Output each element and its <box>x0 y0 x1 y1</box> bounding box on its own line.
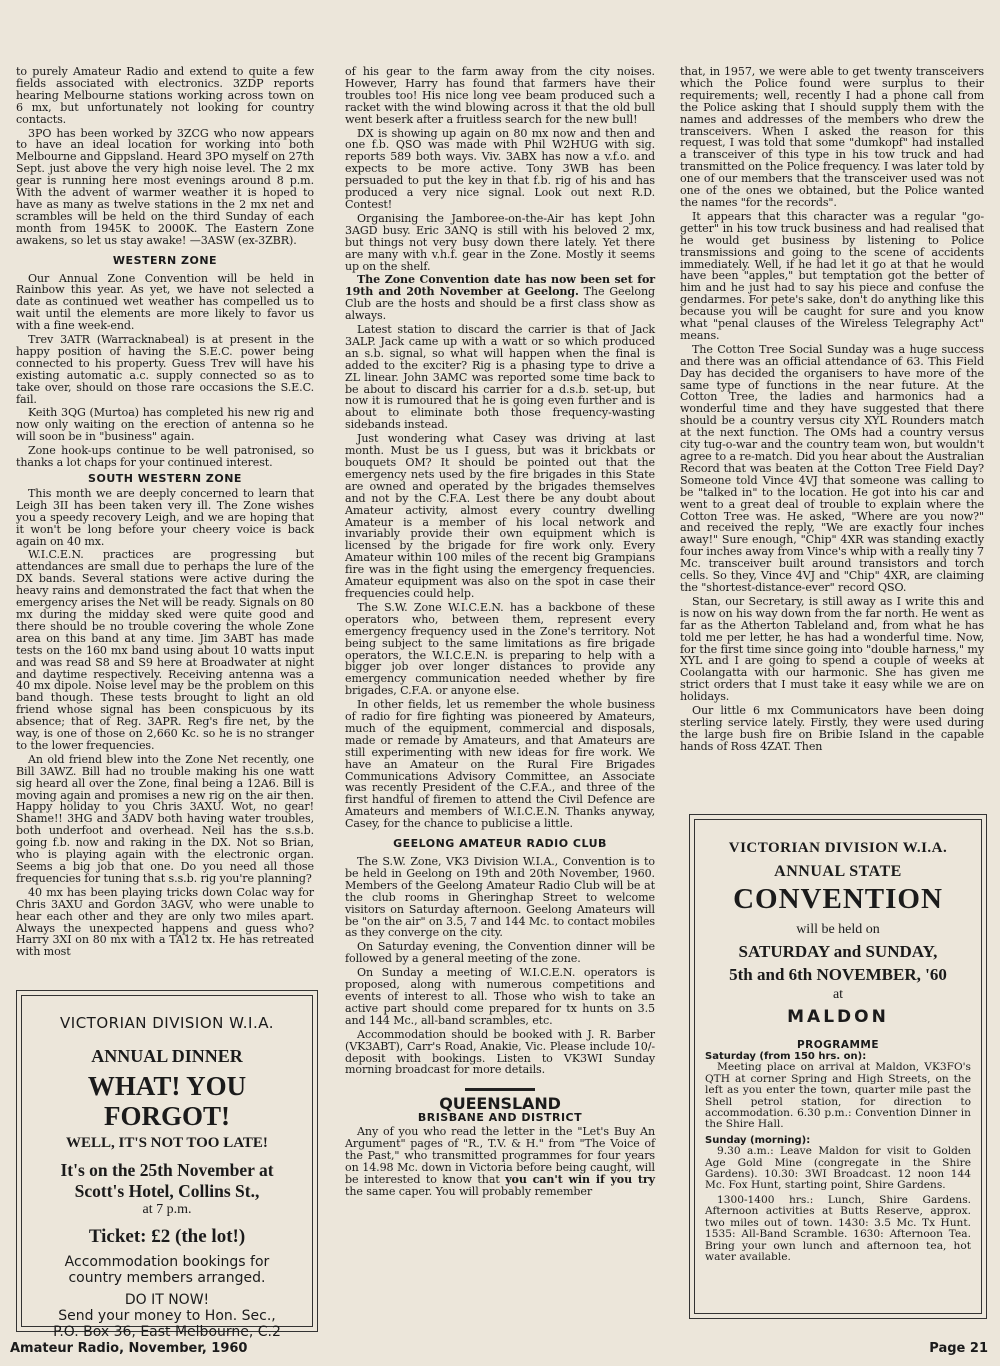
paragraph: 3PO has been worked by 3ZCG who now appears to have an ideal location for working into both Melbourne and Gippsland. Heard 3PO myself on 27th Sept. just above the very high noise level. The 2 mx gear is running here most evenings around 8 p.m. With the advent of warmer weather it is hoped to have as many as twelve stations in the 2 mx net and scrambles will be held on the third Sunday of each month from 1945K to 2000K. The Eastern Zone awakens, so let us stay awake! —3ASW (ex-3ZBR). <box>16 126 314 247</box>
sunday-heading: Sunday (morning): <box>705 1134 811 1146</box>
paragraph: This month we are deeply concerned to learn that Leigh 3II has been taken very ill. The Zone wishes you a speedy recovery Leigh, and we are hoping that it won't be long before your cheery voice is back again on 40 mx. <box>16 486 314 548</box>
paragraph: Our little 6 mx Communicators have been doing sterling service lately. Firstly, they were used during the large bush fire on Bribie Island in the capable hands of Ross 4ZAT. Then <box>680 704 984 753</box>
paragraph: The S.W. Zone, VK3 Division W.I.A., Convention is to be held in Geelong on 19th and 20th November, 1960. Members of the Geelong Amateur Radio Club will be at the club rooms in Gheringhap Street to welcome visitors on Saturday afternoon. Geelong Amateurs will be "on the air" on 3.5, 7 and 144 Mc. to contact mobiles as they converge on the city. <box>345 855 655 940</box>
advert-inner-border <box>21 995 313 1340</box>
paragraph: Trev 3ATR (Warracknabeal) is at present in the happy position of having the S.E.C. power being connected to his property. Guess Trev will have his existing automatic a.c. supply connected so as to take over, should on those rare occasions the S.E.C. fail. <box>16 333 314 406</box>
column-1 <box>16 66 314 960</box>
paragraph: The S.W. Zone W.I.C.E.N. has a backbone of these operators who, between them, represent every emergency frequency used in the Zone's territory. Not being subject to the same limitations as fire brigade operators, the W.I.C.E.N. is preparing to help with a bigger job over longer distances to provide any emergency communication needed whether by fire brigades, C.F.A. or anyone else. <box>345 600 655 698</box>
column-3 <box>680 66 984 755</box>
section-divider <box>345 1082 655 1094</box>
footer-page-number: Page 21 <box>929 1341 988 1356</box>
convention-days: SATURDAY and SUNDAY, <box>738 942 938 961</box>
convention-title: CONVENTION <box>733 883 943 915</box>
sunday-text: 9.30 a.m.: Leave Maldon for visit to Golden Age Gold Mine (congregate in the Shire Gardens). 10.30: 3WI Broadcast. 12 noon 144 Mc. Fox Hunt, starting point, Shire Gardens. <box>705 1145 971 1192</box>
convention-annual-state: ANNUAL STATE <box>774 863 902 880</box>
paragraph: Latest station to discard the carrier is that of Jack 3ALP. Jack came up with a watt or so which produced an s.b. signal, so what will happen when the final is added to the exciter? Rig is a phasing type to drive a ZL linear. John 3AMC was reported some time back to be about to discard his carrier for a d.s.b. set-up, but now it is rumoured that he is going even further and is about to eliminate both those frequency-wasting sidebands instead. <box>345 323 655 432</box>
paragraph <box>345 1126 655 1197</box>
paragraph-text: Any of you who read the letter in the "Let's Buy An Argument" pages of "R., T.V. & H." from "The Voice of the Past," who transmitted programmes for four years on 14.98 Mc. down in Victoria before being caught, will be interested to know that <box>345 1125 655 1186</box>
footer-publication: Amateur Radio, November, 1960 <box>10 1341 248 1356</box>
paragraph: Stan, our Secretary, is still away as I write this and is now on his way down from the far north. He went as far as the Atherton Tableland and, from what he has told me per letter, he has had a wonderful time. Now, for the first time since going into "double harness," my XYL and I are going to spend a couple of weeks at Coolangatta with our harmonic. She has given me strict orders that I must take it easy while we are on holidays. <box>680 594 984 704</box>
section-heading-western-zone: WESTERN ZONE <box>112 253 218 267</box>
convention-held-on: will be held on <box>796 922 880 937</box>
paragraph: On Saturday evening, the Convention dinner will be followed by a general meeting of the zone. <box>345 940 655 966</box>
paragraph-text: the same caper. You will probably remember <box>345 1184 593 1198</box>
paragraph: Zone hook-ups continue to be well patronised, so thanks a lot chaps for your continued interest. <box>16 444 314 470</box>
column-2 <box>345 66 655 1199</box>
paragraph <box>345 274 655 322</box>
afternoon-text: 1300-1400 hrs.: Lunch, Shire Gardens. Afternoon activities at Butts Reserve, approx. two miles out of town. 1430: 3.5 Mc. Tx Hunt. 1535: All-Band Scramble. 1630: Afternoon Tea. Bring your own lunch and afternoon tea, hot water available. <box>705 1193 971 1263</box>
paragraph: Accommodation should be booked with J. R. Barber (VK3ABT), Carr's Road, Anakie, Vic. Please include 10/- deposit with bookings. Listen to VK3WI Sunday morning broadcast for more details. <box>345 1027 655 1077</box>
convention-date-notice: The Zone Convention date has now been set for 19th and 20th November at Geelong. <box>345 273 655 299</box>
saturday-text: Meeting place on arrival at Maldon, VK3FO's QTH at corner Spring and High Streets, on the left as you enter the town, quarter mile past the Shell petrol station, for direction to accommodation. 6.30 p.m.: Convention Dinner in the Shire Hall. <box>705 1061 971 1131</box>
paragraph: Organising the Jamboree-on-the-Air has kept John 3AGD busy. Eric 3ANQ is still with his beloved 2 mx, but things not very busy down there lately. Yet there are many with v.h.f. gear in the Zone. Mostly it seems up on the shelf. <box>345 211 655 273</box>
dinner-accommodation-2: country members arranged. <box>68 1270 266 1286</box>
paragraph: The Cotton Tree Social Sunday was a huge success and there was an official attendance of 63. This Field Day has decided the organisers to have more of the same type of functions in the near future. At the Cotton Tree, the ladies and harmonics had a wonderful time and they have suggested that there should be a country versus city XYL Rounders match at the next function. The OMs had a country versus city tug-o-war and the country team won, but wouldn't agree to a re-match. Did you hear about the Australian Record that was beaten at the Cotton Tree Field Day? Someone told Vince 4VJ that someone was calling to be "talked in" to the location. He got into his car and went to a great deal of trouble to explain where the Cotton Tree was. He asked, "Where are you now?" and received the reply, "We are exactly four inches away!" Sure enough, "Chip" 4XR was standing exactly four inches away from Vince's whip with a really tiny 7 Mc. transceiver built around transistors and torch cells. So they, Vince 4VJ and "Chip" 4XR, are claiming the "shortest-distance-ever" record QSO. <box>680 342 984 594</box>
paragraph: to purely Amateur Radio and extend to quite a few fields associated with electronics. 3ZDP reports hearing Melbourne stations working across town on 6 mx, but unfortunately not looking for country contacts. <box>16 65 314 126</box>
dinner-headline: WHAT! YOU FORGOT! <box>87 1071 247 1131</box>
dinner-date: It's on the 25th November at <box>60 1160 274 1180</box>
paragraph: An old friend blew into the Zone Net recently, one Bill 3AWZ. Bill had no trouble making his one watt sig heard all over the Zone, final being a 12A6. Bill is moving again and promises a new rig on the air then. Happy holiday to you Chris 3AXU. Wot, no gear! Shame!! 3HG and 3ADV both having water troubles, both underfoot and overhead. Neil has the s.s.b. going f.b. now and raking in the DX. Not so Brian, who is playing again with the electronic organ. Seems a big job that one. Do you need all those frequencies for tuning that s.s.b. rig you're planning? <box>16 752 314 885</box>
paragraph: Keith 3QG (Murtoa) has completed his new rig and now only waiting on the erection of antenna so he will soon be in "business" again. <box>16 406 314 444</box>
paragraph: W.I.C.E.N. practices are progressing but attendances are small due to perhaps the lure of the DX bands. Several stations were active during the heavy rains and demonstrated the fact that when the emergency arises the Net will be ready. Signals on 80 mx during the midday sked were quite good and there should be no trouble covering the whole Zone area on this band at any time. Jim 3ABT has made tests on the 160 mx band using about 10 watts input and was read S8 and S9 here at Broadwater at night and daytime respectively. Receiving antenna was a 40 mx dipole. Noise level may be the problem on this band though. These tests brought to light an old friend whose signal has been conspicuous by its absence; that of Reg. 3APR. Reg's fire net, by the way, is one of those on 2,660 Kc. so he is no stranger to the lower frequencies. <box>16 548 314 752</box>
annual-dinner-advert <box>16 990 318 1340</box>
convention-dates: 5th and 6th NOVEMBER, '60 <box>729 965 947 984</box>
state-convention-advert <box>689 814 987 1319</box>
convention-at: at <box>832 987 844 1002</box>
advert-inner-border <box>694 819 982 1314</box>
dinner-accommodation: Accommodation bookings for <box>64 1254 270 1270</box>
section-heading-brisbane: BRISBANE AND DISTRICT <box>417 1111 583 1125</box>
paragraph: DX is showing up again on 80 mx now and then and one f.b. QSO was made with Phil W2HUG with sig. reports 589 both ways. Viv. 3ABX has now a v.f.o. and expects to be more active. Tony 3WB has been persuaded to put the key in that f.b. rig of his and has produced a very nice signal. Look out next R.D. Contest! <box>345 126 655 211</box>
paragraph: 40 mx has been playing tricks down Colac way for Chris 3AXU and Gordon 3AGV, who were unable to hear each other and they are only two miles apart. Always the unexpected happens and guess who? Harry 3XI on 80 mx with a TA12 tx. He has retreated with most <box>16 885 314 959</box>
programme-details <box>695 1051 981 1263</box>
saturday-heading: Saturday (from 150 hrs. on): <box>705 1051 867 1062</box>
convention-division: VICTORIAN DIVISION W.I.A. <box>728 840 948 856</box>
section-heading-queensland: QUEENSLAND <box>439 1094 561 1114</box>
dinner-ticket: Ticket: £2 (the lot!) <box>88 1226 246 1247</box>
paragraph: It appears that this character was a regular "go-getter" in his tow truck business and had realised that he would get business by listening to Police transmissions and going to the scene of accidents immediately. Well, if he had let it go at that he would have been "apples," but temptation got the better of him and he just had to say his piece and confuse the gendarmes. For pete's sake, don't do anything like this because you will be caught for sure and you know what "penal clauses of the Wireless Telegraphy Act" means. <box>680 209 984 342</box>
dinner-division: VICTORIAN DIVISION W.I.A. <box>60 1014 274 1032</box>
paragraph: On Sunday a meeting of W.I.C.E.N. operators is proposed, along with numerous competitions and events of interest to all. Those who wish to take an active part should come prepared for tx hunts on 3.5 and 144 Mc., all-band scrambles, etc. <box>345 966 655 1027</box>
dinner-title: ANNUAL DINNER <box>91 1046 243 1066</box>
paragraph: of his gear to the farm away from the city noises. However, Harry has found that farmers have their troubles too! His nice long vee beam produced such a racket with the wind blowing across it that the old bull went beserk after a fruitless search for the new bull! <box>345 65 655 126</box>
dinner-address: P.O. Box 36, East Melbourne, C.2 <box>53 1324 281 1340</box>
dinner-call-to-action: DO IT NOW! <box>124 1292 210 1308</box>
programme-heading: PROGRAMME <box>796 1039 880 1051</box>
dinner-time: at 7 p.m. <box>142 1202 192 1217</box>
section-heading-geelong-club: GEELONG AMATEUR RADIO CLUB <box>393 837 607 851</box>
section-heading-south-western-zone: SOUTH WESTERN ZONE <box>88 472 242 485</box>
dinner-venue: Scott's Hotel, Collins St., <box>74 1181 260 1201</box>
convention-location: MALDON <box>787 1007 889 1027</box>
paragraph: Just wondering what Casey was driving at last month. Must be us I guess, but was it brickbats or bouquets OM? It should be pointed out that the emergency nets used by the fire brigades in this State are owned and operated by the brigades themselves and not by the C.F.A. Lest there be any doubt about Amateur activity, almost every country dwelling Amateur is a member of his local network and invariably provide their own equipment which is licensed by the brigade for fire work only. Every Amateur within 100 miles of the recent big Grampians fire was in the fight using the emergency frequencies. Amateur equipment was also on the spot in case their frequencies could help. <box>345 432 655 600</box>
dinner-send-money: Send your money to Hon. Sec., <box>58 1308 276 1324</box>
emphasis-text: you can't win if you try <box>505 1172 656 1186</box>
paragraph: that, in 1957, we were able to get twenty transceivers which the Police found were surplus to their requirements; well, recently I had a phone call from the Police asking that I should supply them with the names and addresses of the members who drew the transceivers. When I asked the reason for this request, I was told that some "dumkopf" had installed a transceiver of this type in his tow truck and had transmitted on the Police frequency. I was later told by one of our members that the transceiver used was not one of the ones we obtained, but the Police wanted the names "for the records". <box>680 65 984 209</box>
paragraph: In other fields, let us remember the whole business of radio for fire fighting was pioneered by Amateurs, much of the equipment, commercial and disposals, made or remade by Amateurs, and that Amateurs are still experimenting with new ideas for fire work. We have an Amateur on the Rural Fire Brigades Communications Advisory Committee, an Associate was recently President of the C.F.A., and three of the first handful of firemen to attend the Civil Defence are Amateurs and members of W.I.C.E.N. Thanks anyway, Casey, for the chance to publicise a little. <box>345 698 655 831</box>
paragraph-text: The Geelong Club are the hosts and should be a first class show as always. <box>345 285 655 323</box>
dinner-subhead: WELL, IT'S NOT TOO LATE! <box>66 1135 268 1151</box>
paragraph: Our Annual Zone Convention will be held in Rainbow this year. As yet, we have not selected a date as continued wet weather has compelled us to wait until the elements are more likely to favor us with a fine week-end. <box>16 271 314 333</box>
